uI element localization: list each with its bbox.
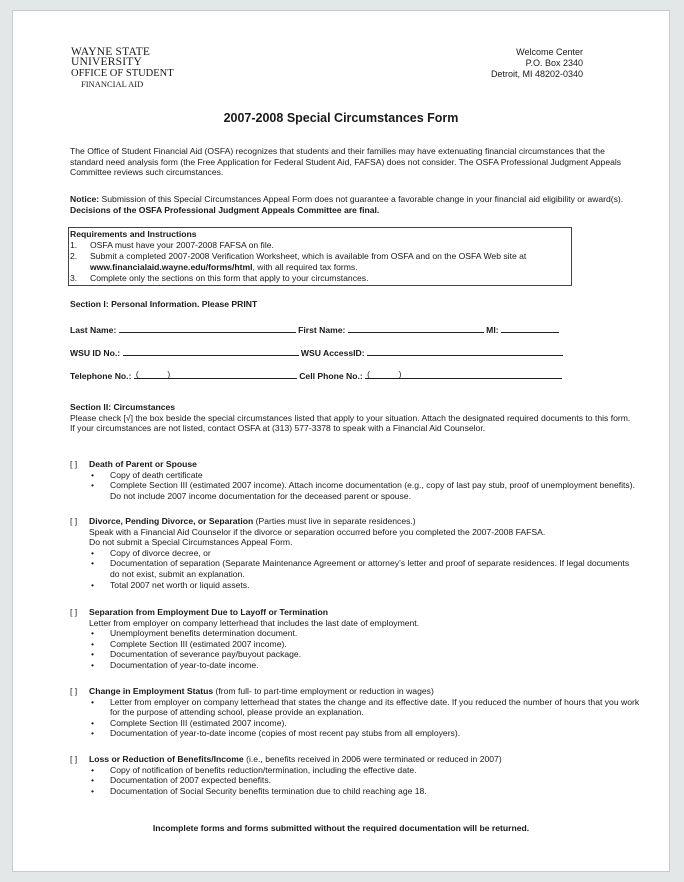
required-document: • Documentation of severance pay/buyout package. bbox=[70, 649, 640, 660]
circumstance-heading-row bbox=[70, 686, 640, 697]
section-2 bbox=[70, 402, 635, 434]
circumstance-heading: Separation from Employment Due to Layoff or Termination bbox=[89, 607, 329, 617]
form-title: 2007-2008 Special Circumstances Form bbox=[223, 111, 459, 125]
requirement-text: OSFA must have your 2007-2008 FAFSA on file. bbox=[90, 240, 274, 250]
area-code-parens: (______) bbox=[367, 369, 402, 379]
required-document: • Documentation of separation (Separate Maintenance Agreement or attorney’s letter and proof of separate residences. If legal documents do not exist, submit an explanation. bbox=[70, 558, 640, 579]
requirement-number: 2. bbox=[70, 251, 78, 261]
circumstance-checkbox[interactable]: [ ] bbox=[70, 686, 78, 696]
address-line: Welcome Center bbox=[516, 47, 583, 57]
logo-line-2: UNIVERSITY bbox=[71, 56, 142, 68]
circumstance-divorce bbox=[70, 516, 640, 590]
requirement-item-continued bbox=[70, 262, 526, 273]
required-document: • Copy of notification of benefits reduction/termination, including the effective date. bbox=[70, 765, 640, 776]
telephone-label: Telephone No.: bbox=[70, 371, 132, 381]
requirements-list bbox=[70, 229, 526, 284]
name-row bbox=[70, 323, 559, 335]
notice-label: Notice: bbox=[70, 194, 100, 204]
required-document: • Documentation of Social Security benefits termination due to child reaching age 18. bbox=[70, 786, 640, 797]
required-document: • Documentation of year-to-date income (copies of most recent pay stubs from all employers). bbox=[70, 728, 640, 739]
circumstance-note: (Parties must live in separate residences.) bbox=[253, 516, 416, 526]
requirement-text: Submit a completed 2007-2008 Verification Worksheet, which is available from OSFA and on the OSFA Web site at bbox=[90, 251, 527, 261]
logo-line-1: WAYNE STATE bbox=[71, 46, 151, 58]
circumstance-benefits-loss bbox=[70, 754, 640, 796]
address-line: Detroit, MI 48202-0340 bbox=[490, 69, 583, 79]
middle-initial-label: MI: bbox=[486, 325, 499, 335]
logo-line-3: OFFICE OF STUDENT bbox=[71, 68, 174, 79]
cell-phone-label: Cell Phone No.: bbox=[299, 371, 363, 381]
circumstance-heading: Divorce, Pending Divorce, or Separation bbox=[89, 516, 254, 526]
required-document: • Complete Section III (estimated 2007 income). bbox=[70, 639, 640, 650]
wsu-accessid-field[interactable] bbox=[367, 346, 563, 356]
required-document: • Letter from employer on company letterhead that states the change and its effective date. If you reduced the number of hours that you work for the purpose of attending school, please provide an explanation. bbox=[70, 697, 640, 718]
required-document: • Documentation of 2007 expected benefits. bbox=[70, 775, 640, 786]
required-document: • Documentation of year-to-date income. bbox=[70, 660, 640, 671]
first-name-label: First Name: bbox=[298, 325, 346, 335]
requirements-title: Requirements and Instructions bbox=[70, 229, 197, 239]
mailing-address bbox=[491, 47, 583, 80]
circumstance-heading: Change in Employment Status bbox=[89, 686, 214, 696]
wsu-id-field[interactable] bbox=[123, 346, 299, 356]
circumstance-heading-row bbox=[70, 516, 640, 527]
wsu-id-label: WSU ID No.: bbox=[70, 348, 121, 358]
circumstance-employment-change bbox=[70, 686, 640, 739]
requirement-text: , with all required tax forms. bbox=[252, 262, 358, 272]
circumstance-instruction: Do not submit a Special Circumstances Appeal Form. bbox=[89, 537, 293, 548]
telephone-field[interactable] bbox=[134, 369, 297, 379]
middle-initial-field[interactable] bbox=[501, 323, 559, 333]
id-row bbox=[70, 346, 563, 358]
circumstance-checkbox[interactable]: [ ] bbox=[70, 459, 78, 469]
university-logo bbox=[71, 47, 174, 89]
area-code-parens: (______) bbox=[135, 369, 171, 379]
last-name-label: Last Name: bbox=[70, 325, 117, 335]
last-name-field[interactable] bbox=[119, 323, 296, 333]
required-document: • Copy of death certificate bbox=[70, 470, 640, 481]
wsu-accessid-label: WSU AccessID: bbox=[300, 348, 365, 358]
circumstance-death bbox=[70, 459, 640, 501]
requirement-number: 1. bbox=[70, 240, 78, 250]
logo-line-4: FINANCIAL AID bbox=[81, 79, 144, 89]
circumstance-heading-row bbox=[70, 754, 640, 765]
requirement-text: Complete only the sections on this form that apply to your circumstances. bbox=[90, 273, 369, 283]
circumstance-heading: Loss or Reduction of Benefits/Income bbox=[89, 754, 244, 764]
required-document: • Unemployment benefits determination document. bbox=[70, 628, 640, 639]
circumstance-instruction: Speak with a Financial Aid Counselor if the divorce or separation occurred before you completed the 2007-2008 FAFSA. bbox=[89, 526, 546, 537]
circumstance-instruction: Letter from employer on company letterhead that includes the last date of employment. bbox=[89, 617, 420, 628]
form-page bbox=[12, 10, 670, 872]
intro-paragraph: The Office of Student Financial Aid (OSFA) recognizes that students and their families may have extenuating financial circumstances that the standard need analysis form (the Free Application for Federal Student Aid, FAFSA) does not consider. The OSFA Professional Judgment Appeals Committee reviews such circumstances. bbox=[70, 146, 622, 178]
required-document: • Complete Section III (estimated 2007 income). Attach income documentation (e.g., copy of last pay stub, proof of unemployment benefits). Do not include 2007 income documentation for the deceased parent or spouse. bbox=[70, 480, 640, 501]
section-2-title: Section II: Circumstances bbox=[70, 402, 176, 412]
requirement-number: 3. bbox=[70, 273, 78, 283]
circumstance-checkbox[interactable]: [ ] bbox=[70, 516, 78, 526]
address-line: P.O. Box 2340 bbox=[525, 58, 583, 68]
required-document: • Complete Section III (estimated 2007 income). bbox=[70, 718, 640, 729]
notice-paragraph bbox=[70, 194, 635, 215]
required-document: • Total 2007 net worth or liquid assets. bbox=[70, 580, 640, 591]
section-2-instructions: Please check [√] the box beside the special circumstances listed that apply to your situation. Attach the designated required documents to this form. If your circumstances are not listed, contact OSFA at (313) 577-3378 to speak with a Financial Aid Counselor. bbox=[70, 412, 631, 434]
notice-bold-text: Decisions of the OSFA Professional Judgment Appeals Committee are final. bbox=[70, 204, 380, 215]
phone-row bbox=[70, 369, 562, 381]
circumstance-checkbox[interactable]: [ ] bbox=[70, 607, 78, 617]
requirement-item bbox=[70, 240, 526, 251]
osfa-web-address[interactable]: www.financialaid.wayne.edu/forms/html bbox=[90, 262, 253, 272]
circumstance-heading: Death of Parent or Spouse bbox=[89, 459, 197, 469]
circumstance-heading-row bbox=[70, 459, 640, 470]
section-1-title: Section I: Personal Information. Please PRINT bbox=[70, 299, 258, 309]
circumstance-note: (from full- to part-time employment or reduction in wages) bbox=[213, 686, 434, 696]
notice-text: Submission of this Special Circumstances Appeal Form does not guarantee a favorable change in your financial aid eligibility or award(s). bbox=[99, 194, 624, 204]
circumstance-checkbox[interactable]: [ ] bbox=[70, 754, 78, 764]
footer-warning: Incomplete forms and forms submitted without the required documentation will be returned. bbox=[152, 823, 530, 833]
circumstance-note: (i.e., benefits received in 2006 were terminated or reduced in 2007) bbox=[243, 754, 502, 764]
cell-phone-field[interactable] bbox=[365, 369, 562, 379]
first-name-field[interactable] bbox=[348, 323, 484, 333]
circumstance-layoff bbox=[70, 607, 640, 671]
requirement-item bbox=[70, 273, 526, 284]
requirement-item bbox=[70, 251, 526, 262]
circumstance-heading-row bbox=[70, 607, 640, 618]
required-document: • Copy of divorce decree, or bbox=[70, 548, 640, 559]
